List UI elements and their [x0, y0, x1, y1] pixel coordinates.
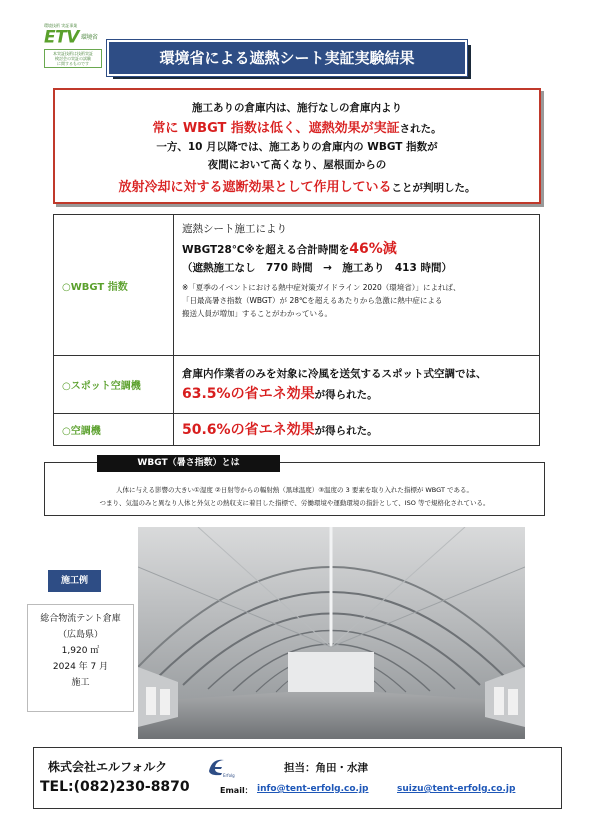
result-row-spot	[54, 355, 539, 413]
example-line: 2024 年 7 月	[52, 662, 109, 672]
footer	[33, 747, 562, 809]
warehouse-photo-image	[138, 527, 525, 739]
example-line: （広島県）	[57, 630, 103, 640]
summary-line-5	[55, 176, 539, 195]
result-row-wbgt	[54, 215, 539, 355]
wbgt-line-1: 遮熱シート施工により	[182, 223, 287, 235]
example-label: 施工例	[48, 570, 101, 592]
summary-line-2-tail: された。	[399, 123, 442, 135]
spot-line-1: 倉庫内作業者のみを対象に冷風を送気するスポット式空調では、	[182, 368, 487, 380]
wbgt-note-2: 「日最高暑さ指数（WBGT）が 28℃を超えるあたりから急激に熱中症による	[182, 296, 443, 305]
erfolg-logo	[206, 756, 236, 782]
summary-box	[53, 88, 541, 204]
erfolg-logo-text: Erfolg	[223, 773, 235, 778]
wbgt-line-2: WBGT28℃※を超える合計時間を	[182, 244, 350, 256]
logo-box-line: に関するものです	[57, 60, 89, 66]
spot-saving: 63.5%の省エネ効果	[182, 386, 315, 402]
summary-line-1: 施工ありの倉庫内は、施行なしの倉庫内より	[192, 102, 402, 114]
wbgt-reduction: 46%減	[349, 241, 397, 257]
example-info	[27, 604, 134, 712]
company-tel: TEL:(082)230-8870	[40, 779, 190, 795]
definition-line-1: 人体に与える影響の大きい①湿度 ②日射等からの輻射熱（黒球温度）③温度の 3 要素を取り入れた指標が WBGT である。	[116, 486, 473, 494]
summary-highlight-1: 常に WBGT 指数は低く、遮熱効果が実証	[152, 121, 400, 136]
summary-line-4: 夜間において高くなり、屋根面からの	[207, 159, 387, 171]
email-link-info[interactable]: info@tent-erfolg.co.jp	[257, 784, 369, 794]
aircon-line-tail: が得られた。	[314, 425, 378, 437]
logo-box	[44, 49, 102, 68]
contact-persons: 担当：角田・水津	[284, 762, 368, 774]
wbgt-note-3: 搬送人員が増加」することがわかっている。	[182, 309, 332, 318]
wbgt-note-1: ※「夏季のイベントにおける熱中症対策ガイドライン 2020（環境省）」によれば、	[182, 283, 461, 292]
example-line: 施工	[71, 678, 90, 688]
example-line: 1,920 ㎡	[61, 646, 100, 656]
row-label-wbgt: ○WBGT 指数	[54, 215, 174, 355]
logo-box-line: 検討会の実証の試験	[55, 55, 91, 61]
result-row-aircon	[54, 413, 539, 445]
aircon-saving: 50.6%の省エネ効果	[182, 422, 315, 438]
spot-line-2-tail: が得られた。	[314, 389, 378, 401]
company-name: 株式会社エルフォルク	[48, 760, 168, 774]
results-table	[53, 214, 540, 446]
row-label-spot: ○スポット空調機	[54, 356, 174, 413]
summary-highlight-2: 放射冷却に対する遮断効果として作用している	[118, 180, 392, 195]
logo-caption: 環境技術 実証事業	[44, 23, 78, 28]
summary-line-2	[55, 117, 539, 136]
logo-box-line: 本実証技術は技術実証	[53, 50, 93, 56]
definition-line-2: つまり、気温のみと異なり人体と外気との熱収支に着目した指標で、労働環境や運動環境の指針として、ISO 等で規格化されている。	[99, 499, 490, 507]
wbgt-hours: （遮熱施工なし 770 時間 → 施工あり 413 時間）	[182, 262, 452, 274]
email-label: Email：	[220, 786, 253, 795]
summary-line-3: 一方、10 月以降では、施工ありの倉庫内の WBGT 指数が	[156, 141, 438, 153]
warehouse-photo	[138, 527, 525, 739]
etv-logo	[44, 24, 102, 92]
logo-mark: ETV	[44, 27, 79, 48]
page-title: 環境省による遮熱シート実証実験結果	[107, 40, 467, 76]
email-link-suizu[interactable]: suizu@tent-erfolg.co.jp	[397, 784, 516, 794]
definition-header: WBGT（暑さ指数）とは	[97, 455, 280, 472]
logo-ministry: 環境省	[80, 34, 98, 41]
summary-line-5-tail: ことが判明した。	[391, 182, 476, 194]
row-label-aircon: ○空調機	[54, 414, 174, 445]
example-line: 総合物流テント倉庫	[40, 614, 121, 624]
